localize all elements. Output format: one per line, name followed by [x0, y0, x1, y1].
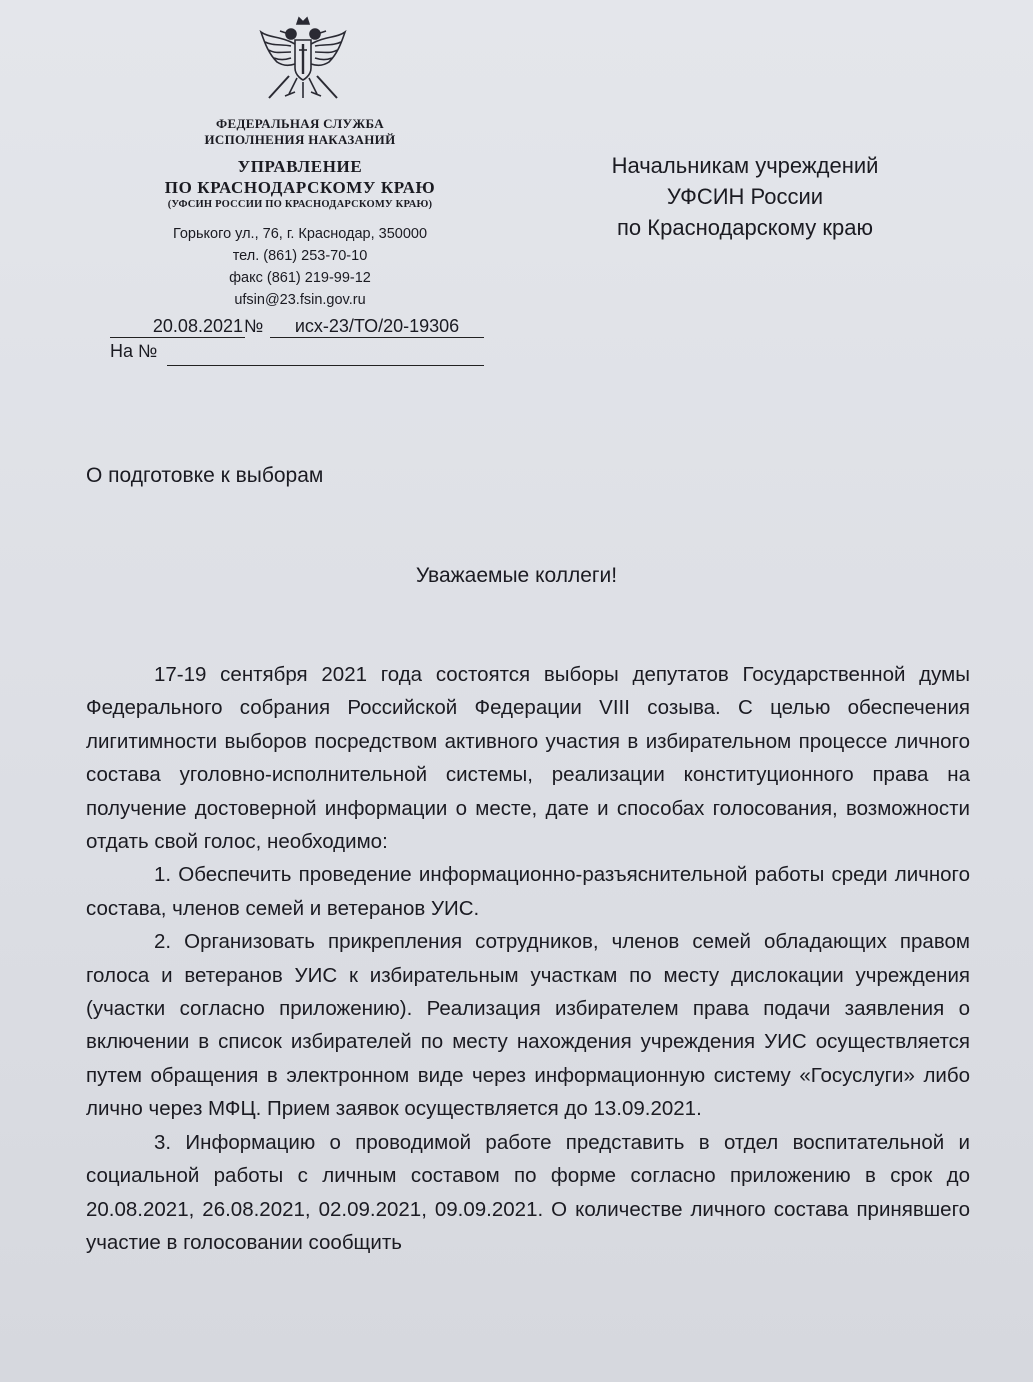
addressee-block: [580, 150, 910, 243]
outgoing-number: исх-23/ТО/20-19306: [270, 316, 484, 338]
department-name-line2: ПО КРАСНОДАРСКОМУ КРАЮ: [164, 178, 436, 197]
outgoing-number-label: №: [244, 316, 264, 336]
body-item-1: 1. Обеспечить проведение информационно-разъяснительной работы среди личного состава, членов семей и ветеранов УИС.: [86, 863, 970, 920]
letter-subject: О подготовке к выборам: [86, 464, 324, 487]
letter-body: [86, 658, 970, 1259]
body-intro-paragraph: 17-19 сентября 2021 года состоятся выборы депутатов Государственной думы Федерального собрания Российской Федерации VIII созыва. С целью обеспечения лигитимности выборов посредством активного участия в избирательном процессе личного состава уголовно-исполнительной системы, реализации конституционного права на получение достоверной информации о месте, дате и способах голосования, возможности отдать свой голос, необходимо:: [86, 663, 970, 854]
department-name-line1: УПРАВЛЕНИЕ: [237, 157, 363, 176]
outgoing-date: 20.08.2021: [110, 316, 245, 338]
phone: тел. (861) 253-70-10: [232, 248, 368, 264]
contact-block: [100, 223, 500, 311]
address: Горького ул., 76, г. Краснодар, 350000: [172, 226, 428, 242]
email: ufsin@23.fsin.gov.ru: [234, 292, 366, 308]
fsin-eagle-emblem-icon: [255, 14, 351, 110]
addressee-line1: Начальникам учреждений: [611, 153, 879, 178]
department-name: [100, 156, 500, 212]
department-abbreviation: (УФСИН РОССИИ ПО КРАСНОДАРСКОМУ КРАЮ): [167, 199, 433, 210]
agency-name-line1: ФЕДЕРАЛЬНАЯ СЛУЖБА: [216, 116, 384, 131]
agency-name-line2: ИСПОЛНЕНИЯ НАКАЗАНИЙ: [204, 132, 396, 147]
reference-number-blank: [167, 341, 484, 366]
fax: факс (861) 219-99-12: [229, 270, 371, 286]
body-item-3: 3. Информацию о проводимой работе представить в отдел воспитательной и социальной работы с личным составом по форме согласно приложению в срок до 20.08.2021, 26.08.2021, 02.09.2021, 09.09.2021. О количестве личного состава принявшего участие в голосовании сообщить: [86, 1130, 970, 1254]
body-item-2: 2. Организовать прикрепления сотрудников, членов семей обладающих правом голоса и ветеранов УИС к избирательным участкам по месту дислокации учреждения (участки согласно приложению). Реализация избирателем права подачи заявления о включении в список избирателей по месту нахождения учреждения УИС осуществляется путем обращения в электронном виде через информационную систему «Госуслуги» либо лично через МФЦ. Прием заявок осуществляется до 13.09.2021.: [86, 930, 970, 1121]
addressee-line3: по Краснодарскому краю: [617, 215, 873, 240]
agency-name: [100, 116, 500, 148]
addressee-line2: УФСИН России: [666, 184, 824, 209]
reference-number-label: На №: [110, 341, 158, 361]
greeting: Уважаемые коллеги!: [415, 564, 618, 587]
